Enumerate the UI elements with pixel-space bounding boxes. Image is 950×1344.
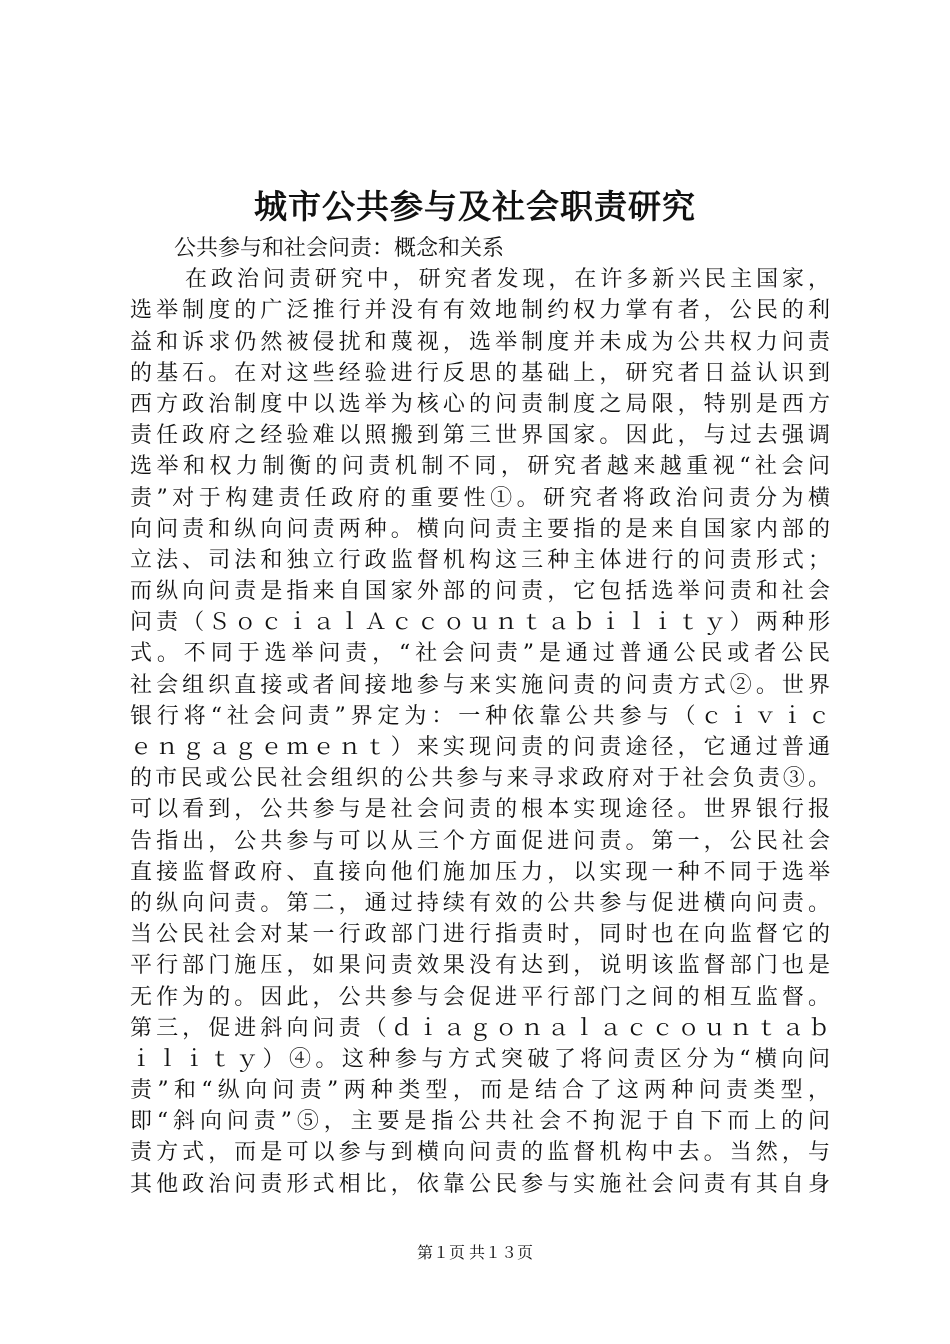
paragraph-line: 责方式，而是可以参与到横向问责的监督机构中去。当然，与 <box>130 1140 830 1166</box>
section-subheading: 公共参与和社会问责：概念和关系 <box>174 236 505 261</box>
paragraph-line: 选举和权力制衡的问责机制不同，研究者越来越重视“社会问 <box>130 454 830 480</box>
paragraph-line: 问责（ＳｏｃｉａｌＡｃｃｏｕｎｔａｂｉｌｉｔｙ）两种形 <box>130 610 830 636</box>
paragraph-line: 式。不同于选举问责，“社会问责”是通过普通公民或者公民 <box>130 641 830 667</box>
paragraph-line: 即“斜向问责”⑤，主要是指公共社会不拘泥于自下而上的问 <box>130 1109 830 1135</box>
paragraph-line: 社会组织直接或者间接地参与来实施问责的问责方式②。世界 <box>130 672 830 698</box>
paragraph-line: 立法、司法和独立行政监督机构这三种主体进行的问责形式； <box>130 547 830 573</box>
paragraph-line: 责任政府之经验难以照搬到第三世界国家。因此，与过去强调 <box>130 423 830 449</box>
document-title: 城市公共参与及社会职责研究 <box>254 187 696 226</box>
paragraph-line: 直接监督政府、直接向他们施加压力，以实现一种不同于选举 <box>130 859 830 885</box>
paragraph-line: 西方政治制度中以选举为核心的问责制度之局限，特别是西方 <box>130 391 830 417</box>
paragraph-line: 责”对于构建责任政府的重要性①。研究者将政治问责分为横 <box>130 485 830 511</box>
paragraph-line: 平行部门施压，如果问责效果没有达到，说明该监督部门也是 <box>130 953 830 979</box>
paragraph-line: ｅｎｇａｇｅｍｅｎｔ）来实现问责的问责途径，它通过普通 <box>130 735 830 760</box>
paragraph-line: 无作为的。因此，公共参与会促进平行部门之间的相互监督。 <box>130 984 830 1010</box>
paragraph-line: 而纵向问责是指来自国家外部的问责，它包括选举问责和社会 <box>130 579 830 605</box>
paragraph-line: 责”和“纵向问责”两种类型，而是结合了这两种问责类型， <box>130 1078 830 1104</box>
paragraph-line: 的市民或公民社会组织的公共参与来寻求政府对于社会负责③。 <box>130 766 830 792</box>
paragraph-line: 益和诉求仍然被侵扰和蔑视，选举制度并未成为公共权力问责 <box>130 329 830 355</box>
paragraph-line: 在政治问责研究中，研究者发现，在许多新兴民主国家， <box>185 267 830 293</box>
paragraph-line: 其他政治问责形式相比，依靠公民参与实施社会问责有其自身 <box>130 1171 830 1197</box>
paragraph-line: 第三，促进斜向问责（ｄｉａｇｏｎａｌａｃｃｏｕｎｔａｂ <box>130 1015 830 1041</box>
page-number-footer: 第１页 共１３页 <box>416 1245 533 1262</box>
paragraph-line: 向问责和纵向问责两种。横向问责主要指的是来自国家内部的 <box>130 516 830 542</box>
paragraph-line: ｉｌｉｔｙ）④。这种参与方式突破了将问责区分为“横向问 <box>130 1046 830 1072</box>
paragraph-line: 告指出，公共参与可以从三个方面促进问责。第一，公民社会 <box>130 828 830 854</box>
document-body <box>130 233 830 1200</box>
paragraph-line: 当公民社会对某一行政部门进行指责时，同时也在向监督它的 <box>130 922 830 948</box>
paragraph-line: 的纵向问责。第二，通过持续有效的公共参与促进横向问责。 <box>130 890 830 916</box>
paragraph-line: 的基石。在对这些经验进行反思的基础上，研究者日益认识到 <box>130 360 830 386</box>
paragraph-line: 银行将“社会问责”界定为：一种依靠公共参与（ｃｉｖｉｃ <box>130 703 830 729</box>
paragraph-line: 可以看到，公共参与是社会问责的根本实现途径。世界银行报 <box>130 797 830 823</box>
paragraph-line: 选举制度的广泛推行并没有有效地制约权力掌有者，公民的利 <box>130 298 830 324</box>
